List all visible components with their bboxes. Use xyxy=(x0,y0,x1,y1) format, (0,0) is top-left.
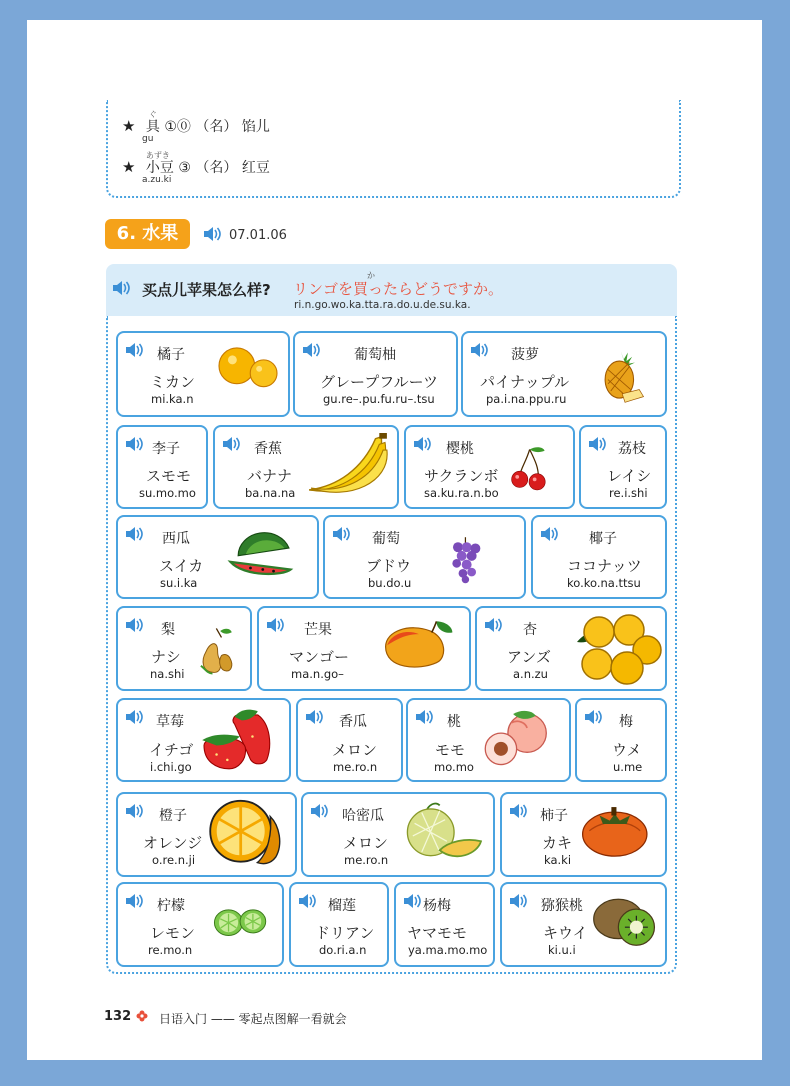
romaji: gu xyxy=(142,134,154,144)
fruit-chinese-name: 椰子 xyxy=(589,531,617,547)
fruit-card xyxy=(289,882,389,967)
fruit-chinese-name: 杨梅 xyxy=(423,898,451,914)
speaker-icon[interactable] xyxy=(124,341,144,359)
fruit-card xyxy=(116,792,297,877)
speaker-icon[interactable] xyxy=(402,892,422,910)
example-furigana: か xyxy=(367,271,375,280)
fruit-card xyxy=(323,515,526,599)
fruit-card xyxy=(116,331,290,417)
fruit-romaji: ba.na.na xyxy=(245,486,296,500)
section-title: 6. 水果 xyxy=(105,219,190,249)
fruit-katakana: ミカン xyxy=(150,373,196,391)
fruit-katakana: レイシ xyxy=(607,467,652,485)
pineapple-icon xyxy=(598,338,662,414)
speaker-icon[interactable] xyxy=(469,341,489,359)
fruit-romaji: ya.ma.mo.mo xyxy=(408,943,488,957)
fruit-chinese-name: 橙子 xyxy=(159,808,187,824)
fruit-card xyxy=(500,792,667,877)
fruit-card xyxy=(116,515,319,599)
fruit-romaji: re.mo.n xyxy=(148,943,193,957)
fruit-katakana: カキ xyxy=(542,834,573,852)
fruit-chinese-name: 樱桃 xyxy=(446,441,474,457)
fruit-chinese-name: 梨 xyxy=(161,622,175,638)
mango-icon xyxy=(366,615,464,677)
vocab-item-gu xyxy=(122,110,270,144)
fruit-chinese-name: 西瓜 xyxy=(162,531,190,547)
part-of-speech: （名） xyxy=(195,160,238,176)
fruit-card xyxy=(296,698,403,782)
lime-icon xyxy=(199,906,285,956)
vocab-item-azuki xyxy=(122,151,270,185)
speaker-icon[interactable] xyxy=(587,435,607,453)
fruit-chinese-name: 桃 xyxy=(447,714,461,730)
fruit-katakana: メロン xyxy=(332,741,378,759)
romaji: a.zu.ki xyxy=(142,175,172,185)
fruit-romaji: ka.ki xyxy=(544,853,572,867)
fruit-card xyxy=(531,515,667,599)
kanji: 具 xyxy=(145,119,160,135)
fruit-katakana: ヤマモモ xyxy=(407,924,468,942)
fruit-romaji: do.ri.a.n xyxy=(319,943,367,957)
fruit-card xyxy=(394,882,495,967)
grape-icon xyxy=(448,520,504,598)
speaker-icon[interactable] xyxy=(414,708,434,726)
fruit-katakana: ナシ xyxy=(151,648,181,666)
peach-icon xyxy=(479,707,563,775)
fruit-chinese-name: 荔枝 xyxy=(618,441,646,457)
speaker-icon[interactable] xyxy=(304,708,324,726)
fruit-chinese-name: 葡萄柚 xyxy=(354,347,396,363)
fruit-card xyxy=(575,698,667,782)
fruit-card xyxy=(475,606,667,691)
fruit-chinese-name: 柿子 xyxy=(540,808,568,824)
fruit-katakana: バナナ xyxy=(247,467,293,485)
fruit-chinese-name: 草莓 xyxy=(156,714,184,730)
speaker-icon[interactable] xyxy=(412,435,432,453)
apricot-icon xyxy=(572,612,664,690)
fruit-katakana: ココナッツ xyxy=(567,557,642,575)
fruit-chinese-name: 香瓜 xyxy=(339,714,367,730)
previous-vocab-box xyxy=(106,100,681,198)
speaker-icon[interactable] xyxy=(508,802,528,820)
fruit-romaji: mo.mo xyxy=(434,760,474,774)
fruit-katakana: スモモ xyxy=(146,467,192,485)
fruit-romaji: ma.n.go– xyxy=(291,667,344,681)
orange-mikan-icon xyxy=(206,345,290,403)
fruit-katakana: ブドウ xyxy=(366,557,412,575)
fruit-romaji: sa.ku.ra.n.bo xyxy=(424,486,499,500)
orange-slice-icon xyxy=(207,798,291,870)
fruit-katakana: イチゴ xyxy=(149,741,194,759)
speaker-icon[interactable] xyxy=(583,708,603,726)
fruit-card xyxy=(116,882,284,967)
fruit-romaji: i.chi.go xyxy=(150,760,192,774)
meaning: 红豆 xyxy=(241,160,270,176)
fruit-katakana: オレンジ xyxy=(143,834,203,852)
fruit-chinese-name: 橘子 xyxy=(157,347,185,363)
star-icon: ★ xyxy=(122,117,136,135)
speaker-icon[interactable] xyxy=(265,616,285,634)
fruit-katakana: アンズ xyxy=(507,648,551,666)
fruit-romaji: re.i.shi xyxy=(609,486,648,500)
persimmon-icon xyxy=(578,802,660,868)
speaker-icon[interactable] xyxy=(539,525,559,543)
fruit-katakana: ドリアン xyxy=(315,924,375,942)
fruit-katakana: ウメ xyxy=(612,741,642,759)
fruit-chinese-name: 李子 xyxy=(152,441,180,457)
speaker-icon[interactable] xyxy=(124,892,144,910)
fruit-card xyxy=(213,425,399,509)
meaning: 馅儿 xyxy=(241,119,270,135)
speaker-icon[interactable] xyxy=(124,435,144,453)
fruit-chinese-name: 柠檬 xyxy=(157,898,185,914)
fruit-card xyxy=(500,882,667,967)
kanji: 小豆 xyxy=(145,160,174,176)
speaker-icon[interactable] xyxy=(331,525,351,543)
fruit-card xyxy=(257,606,471,691)
fruit-chinese-name: 榴莲 xyxy=(328,898,356,914)
fruit-romaji: su.mo.mo xyxy=(139,486,196,500)
fruit-romaji: a.n.zu xyxy=(513,667,548,681)
fruit-chinese-name: 杏 xyxy=(523,622,537,638)
speaker-icon[interactable] xyxy=(124,802,144,820)
banana-icon xyxy=(305,433,391,507)
page-number: 132 xyxy=(104,1009,132,1024)
fruit-card xyxy=(116,425,208,509)
fruit-card xyxy=(301,792,495,877)
fruit-katakana: パイナップル xyxy=(480,373,570,391)
example-romaji: ri.n.go.wo.ka.tta.ra.do.u.de.su.ka. xyxy=(294,299,471,311)
fruit-card xyxy=(579,425,667,509)
speaker-icon[interactable] xyxy=(297,892,317,910)
fruit-romaji: na.shi xyxy=(150,667,185,681)
speaker-icon[interactable] xyxy=(124,708,144,726)
watermelon-icon xyxy=(220,528,304,588)
fruit-katakana: サクランボ xyxy=(424,467,499,485)
fruit-romaji: ko.ko.na.ttsu xyxy=(567,576,641,590)
pear-icon xyxy=(197,612,255,690)
footer xyxy=(104,1009,347,1026)
example-japanese: リンゴを買ったらどうですか。 xyxy=(293,280,504,298)
fruit-card xyxy=(293,331,458,417)
fruit-romaji: gu.re–.pu.fu.ru–.tsu xyxy=(323,392,435,406)
fruit-card xyxy=(406,698,571,782)
fruit-card xyxy=(116,606,252,691)
speaker-icon[interactable] xyxy=(508,892,528,910)
fruit-romaji: me.ro.n xyxy=(333,760,378,774)
fruit-card xyxy=(404,425,575,509)
kiwi-icon xyxy=(590,896,668,960)
fruit-chinese-name: 菠萝 xyxy=(511,347,539,363)
example-chinese: 买点儿苹果怎么样? xyxy=(142,281,271,299)
fruit-chinese-name: 哈密瓜 xyxy=(342,808,384,824)
speaker-icon[interactable] xyxy=(111,279,131,297)
accent-mark: ③ xyxy=(178,160,191,176)
speaker-icon[interactable] xyxy=(309,802,329,820)
fruit-card xyxy=(461,331,667,417)
speaker-icon[interactable] xyxy=(124,525,144,543)
furigana: ぐ xyxy=(148,110,157,119)
fruit-katakana: キウイ xyxy=(543,924,588,942)
fruit-chinese-name: 猕猴桃 xyxy=(541,898,583,914)
flower-icon xyxy=(136,1010,148,1022)
fruit-romaji: su.i.ka xyxy=(160,576,198,590)
cherry-icon xyxy=(511,433,567,507)
speaker-icon[interactable] xyxy=(483,616,503,634)
fruit-romaji: o.re.n.ji xyxy=(152,853,196,867)
speaker-icon[interactable] xyxy=(124,616,144,634)
furigana: あずき xyxy=(145,151,170,160)
speaker-icon[interactable] xyxy=(221,435,241,453)
speaker-icon[interactable] xyxy=(202,225,222,243)
book-title: 日语入门 —— 零起点图解一看就会 xyxy=(159,1012,347,1026)
fruit-romaji: ki.u.i xyxy=(548,943,576,957)
fruit-katakana: グレープフルーツ xyxy=(320,373,439,391)
fruit-romaji: pa.i.na.ppu.ru xyxy=(486,392,567,406)
fruit-katakana: メロン xyxy=(343,834,389,852)
fruit-romaji: me.ro.n xyxy=(344,853,389,867)
fruit-katakana: モモ xyxy=(435,741,466,759)
fruit-chinese-name: 葡萄 xyxy=(372,531,400,547)
strawberry-icon xyxy=(198,706,280,776)
accent-mark: ①⓪ xyxy=(164,119,191,135)
fruit-chinese-name: 梅 xyxy=(619,714,633,730)
track-number: 07.01.06 xyxy=(229,228,287,243)
fruit-katakana: レモン xyxy=(150,924,196,942)
fruit-katakana: マンゴー xyxy=(289,648,350,666)
cantaloupe-icon xyxy=(403,800,489,870)
star-icon: ★ xyxy=(122,158,136,176)
part-of-speech: （名） xyxy=(195,119,238,135)
fruit-chinese-name: 芒果 xyxy=(304,622,332,638)
fruit-katakana: スイカ xyxy=(159,557,204,575)
fruit-romaji: u.me xyxy=(613,760,643,774)
fruit-card xyxy=(116,698,291,782)
fruit-romaji: bu.do.u xyxy=(368,576,412,590)
fruit-chinese-name: 香蕉 xyxy=(254,441,282,457)
fruit-romaji: mi.ka.n xyxy=(151,392,194,406)
speaker-icon[interactable] xyxy=(301,341,321,359)
